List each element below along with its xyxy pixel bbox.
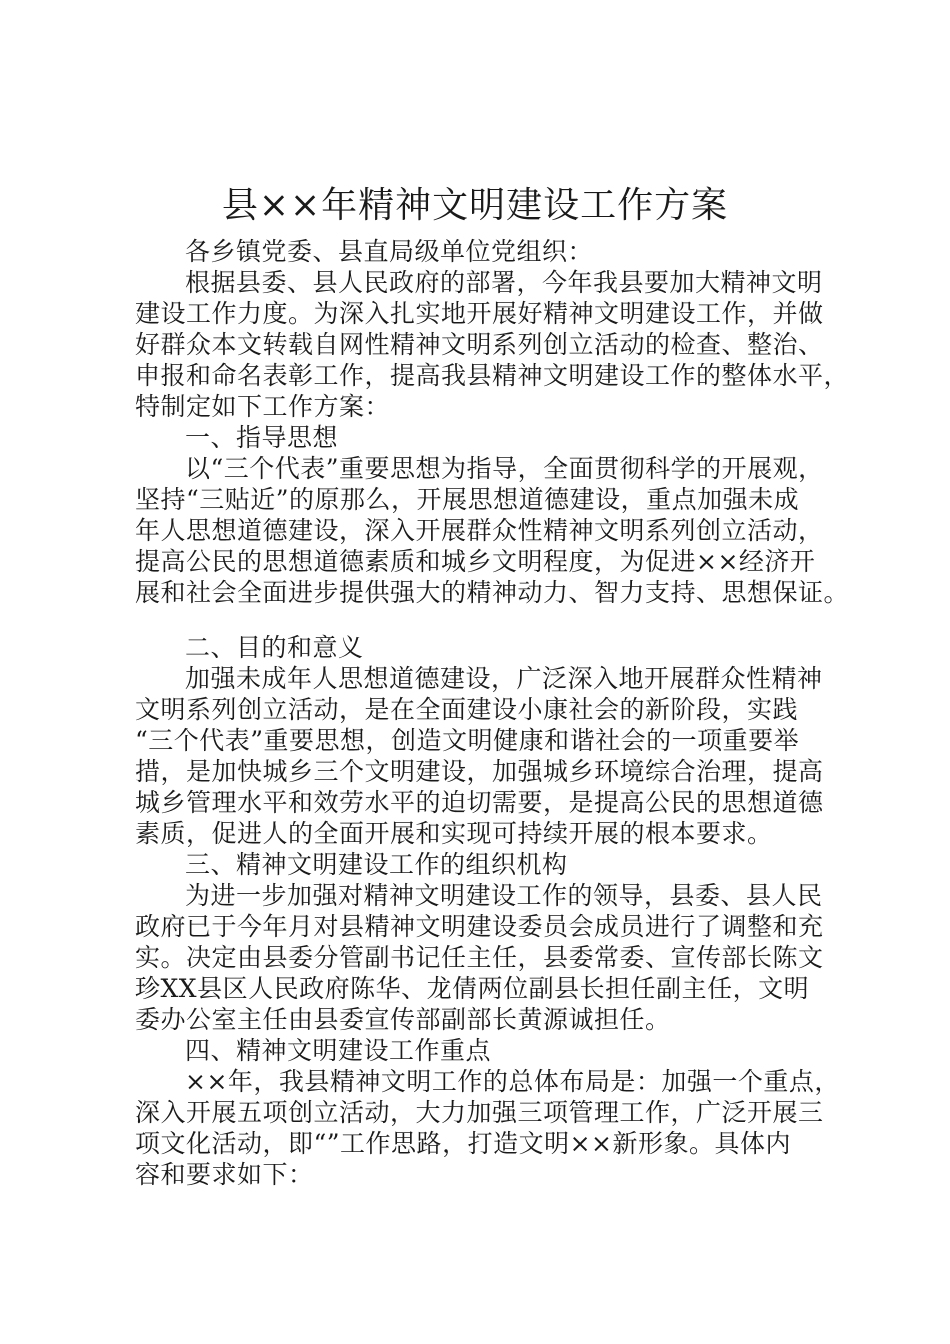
paragraph-line: 展和社会全面进步提供强大的精神动力、智力支持、思想保证。: [135, 578, 850, 607]
paragraph-line: 为进一步加强对精神文明建设工作的领导，县委、县人民: [185, 881, 823, 910]
section-heading: 一、指导思想: [185, 423, 339, 452]
paragraph-line: 年人思想道德建设，深入开展群众性精神文明系列创立活动，: [135, 516, 824, 545]
paragraph-line: 政府已于今年月对县精神文明建设委员会成员进行了调整和充: [135, 912, 824, 941]
salutation-line: 各乡镇党委、县直局级单位党组织：: [185, 237, 594, 266]
paragraph-line: 城乡管理水平和效劳水平的迫切需要，是提高公民的思想道德: [135, 788, 824, 817]
paragraph-line: 建设工作力度。为深入扎实地开展好精神文明建设工作，并做: [135, 299, 824, 328]
paragraph-line: 珍XX县区人民政府陈华、龙倩两位副县长担任副主任，文明: [135, 974, 810, 1003]
paragraph-line: 加强未成年人思想道德建设，广泛深入地开展群众性精神: [185, 664, 823, 693]
section-heading: 四、精神文明建设工作重点: [185, 1036, 492, 1065]
paragraph-line: 以“三个代表”重要思想为指导，全面贯彻科学的开展观，: [185, 454, 824, 483]
paragraph-line: 实。决定由县委分管副书记任主任，县委常委、宣传部长陈文: [135, 943, 824, 972]
paragraph-line: 特制定如下工作方案：: [135, 392, 391, 421]
paragraph-line: 深入开展五项创立活动，大力加强三项管理工作，广泛开展三: [135, 1098, 824, 1127]
paragraph-line: 申报和命名表彰工作，提高我县精神文明建设工作的整体水平，: [135, 361, 850, 390]
paragraph-line: 提高公民的思想道德素质和城乡文明程度，为促进××经济开: [135, 547, 816, 576]
paragraph-line: 素质，促进人的全面开展和实现可持续开展的根本要求。: [135, 819, 773, 848]
section-heading: 三、精神文明建设工作的组织机构: [185, 850, 568, 879]
paragraph-line: 文明系列创立活动，是在全面建设小康社会的新阶段，实践: [135, 695, 799, 724]
paragraph-line: 根据县委、县人民政府的部署，今年我县要加大精神文明: [185, 268, 823, 297]
paragraph-line: 容和要求如下：: [135, 1160, 314, 1189]
paragraph-line: 委办公室主任由县委宣传部副部长黄源诚担任。: [135, 1005, 671, 1034]
section-heading: 二、目的和意义: [185, 633, 364, 662]
paragraph-line: 好群众本文转载自网性精神文明系列创立活动的检查、整治、: [135, 330, 824, 359]
paragraph-line: “三个代表”重要思想，创造文明健康和谐社会的一项重要举: [135, 726, 800, 755]
document-title: 县××年精神文明建设工作方案: [221, 185, 729, 226]
paragraph-line: ××年，我县精神文明工作的总体布局是：加强一个重点，: [185, 1067, 840, 1096]
paragraph-line: 项文化活动，即“”工作思路，打造文明××新形象。具体内: [135, 1129, 791, 1158]
paragraph-line: 坚持“三贴近”的原那么，开展思想道德建设，重点加强未成: [135, 485, 800, 514]
paragraph-line: 措，是加快城乡三个文明建设，加强城乡环境综合治理，提高: [135, 757, 824, 786]
